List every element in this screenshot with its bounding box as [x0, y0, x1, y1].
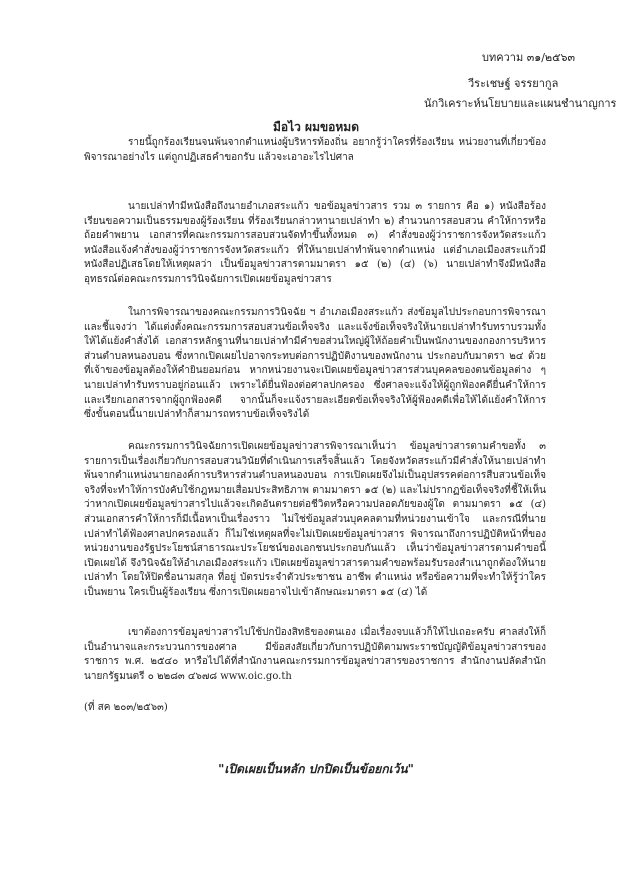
- paragraph-conclusion: เขาต้องการข้อมูลข่าวสารไปใช้ปกป้องสิทธิของตนเอง เมื่อเรื่องจบแล้วก็ให้ไปเถอะครับ ศาลส่งให้ก็เป็นอำนาจและกระบวนการของศาล มีข้อสงสัยเกี่ยวกับการปฏิบัติตามพระราชบัญญัติข้อมูลข่าวสารของราชการ พ.ศ. ๒๕๔๐ หารือไปได้ที่สำนักงานคณะกรรมการข้อมูลข่าวสารของราชการ สำนักงานปลัดสำนักนายกรัฐมนตรี ๐ ๒๒๘๓ ๔๖๗๘ www.oic.go.th: [84, 627, 546, 682]
- slogan: "เปิดเผยเป็นหลัก ปกปิดเป็นข้อยกเว้น": [218, 762, 414, 776]
- paragraph-intro: รายนี้ถูกร้องเรียนจนพ้นจากตำแหน่งผู้บริหารท้องถิ่น อยากรู้ว่าใครที่ร้องเรียน หน่วยงานที่เกี่ยวข้องพิจารณาอย่างไร แต่ถูกปฏิเสธคำขอกรับ แล้วจะเอาอะไรไปศาล: [84, 137, 546, 163]
- author-name: วีระเชษฐ์ จรรยากูล: [468, 77, 559, 90]
- article-number: บทความ ๓๑/๒๕๖๓: [482, 51, 575, 64]
- reference-number: (ที่ สค ๒๐๓/๒๕๖๓): [84, 702, 168, 713]
- document-title: มือไว ผมขอหมด: [272, 120, 360, 134]
- paragraph-request: นายเปล่าทำมีหนังสือถึงนายอำเภอสระแก้ว ขอข้อมูลข่าวสาร รวม ๓ รายการ คือ ๑) หนังสือร้องเรียนขอความเป็นธรรมของผู้ร้องเรียน ที่ร้องเรียนกล่าวหานายเปล่าทำ ๒) สำนวนการสอบสวน คำให้การหรือถ้อยคำพยาน เอกสารที่คณะกรรมการสอบสวนจัดทำขึ้นทั้งหมด ๓) คำสั่งของผู้ว่าราชการจังหวัดสระแก้วหนังสือแจ้งคำสั่งของผู้ว่าราชการจังหวัดสระแก้ว ที่ให้นายเปล่าทำพ้นจากตำแหน่ง แต่อำเภอเมืองสระแก้วมีหนังสือปฏิเสธโดยให้เหตุผลว่า เป็นข้อมูลข่าวสารตามมาตรา ๑๕ (๒) (๔) (๖) นายเปล่าทำจึงมีหนังสืออุทธรณ์ต่อคณะกรรมการวินิจฉัยการเปิดเผยข้อมูลข่าวสาร: [84, 201, 546, 285]
- paragraph-ruling: คณะกรรมการวินิจฉัยการเปิดเผยข้อมูลข่าวสารพิจารณาเห็นว่า ข้อมูลข่าวสารตามคำขอทั้ง ๓ รายการเป็นเรื่องเกี่ยวกับการสอบสวนวินัยที่ดำเนินการเสร็จสิ้นแล้ว โดยจังหวัดสระแก้วมีคำสั่งให้นายเปล่าทำพ้นจากตำแหน่งนายกองค์การบริหารส่วนตำบลหนองบอน การเปิดเผยจึงไม่เป็นอุปสรรคต่อการสืบสวนข้อเท็จจริงที่จะทำให้การบังคับใช้กฎหมายเสื่อมประสิทธิภาพ ตามมาตรา ๑๕ (๒) และไม่ปรากฏข้อเท็จจริงที่ชี้ให้เห็นว่าหากเปิดเผยข้อมูลข่าวสารไปแล้วจะเกิดอันตรายต่อชีวิตหรือความปลอดภัยของผู้ใด ตามมาตรา ๑๕ (๔) ส่วนเอกสารคำให้การก็มีเนื้อหาเป็นเรื่องราว ไม่ใช่ข้อมูลส่วนบุคคลตามที่หน่วยงานเข้าใจ และกรณีที่นายเปล่าทำได้ฟ้องศาลปกครองแล้ว ก็ไม่ใช่เหตุผลที่จะไม่เปิดเผยข้อมูลข่าวสาร พิจารณาถึงการปฏิบัติหน้าที่ของหน่วยงานของรัฐประโยชน์สาธารณะประโยชน์ของเอกชนประกอบกันแล้ว เห็นว่าข้อมูลข่าวสารตามคำขอนี้เปิดเผยได้ จึงวินิจฉัยให้อำเภอเมืองสระแก้ว เปิดเผยข้อมูลข่าวสารตามคำขอพร้อมรับรองสำเนาถูกต้องให้นายเปล่าทำ โดยให้ปิดชื่อนามสกุล ที่อยู่ บัตรประจำตัวประชาชน อาชีพ ตำแหน่ง หรือข้อความที่จะทำให้รู้ว่าใครเป็นพยาน ใครเป็นผู้ร้องเรียน ซึ่งการเปิดเผยอาจไปเข้าลักษณะมาตรา ๑๕ (๔) ได้: [84, 441, 546, 598]
- author-position: นักวิเคราะห์นโยบายและแผนชำนาญการ: [424, 97, 617, 110]
- paragraph-agency-response: ในการพิจารณาของคณะกรรมการวินิจฉัย ฯ อำเภอเมืองสระแก้ว ส่งข้อมูลไปประกอบการพิจารณาและชี้แจงว่า ได้แต่งตั้งคณะกรรมการสอบสวนข้อเท็จจริง และแจ้งข้อเท็จจริงให้นายเปล่าทำรับทราบรวมทั้งให้ได้แย้งคำสั่งได้ เอกสารหลักฐานที่นายเปล่าทำมีคำขอส่วนใหญ่ผู้ให้ถ้อยคำเป็นพนักงานของกองการบริหารส่วนตำบลหนองบอน ซึ่งหากเปิดเผยไปอาจกระทบต่อการปฏิบัติงานของพนักงาน ประกอบกับมาตรา ๒๔ ด้วย ที่เจ้าของข้อมูลต้องให้คำยินยอมก่อน หากหน่วยงานจะเปิดเผยข้อมูลข่าวสารส่วนบุคคลของตนข้อมูลต่าง ๆ นายเปล่าทำรับทราบอยู่ก่อนแล้ว เพราะได้ยื่นฟ้องต่อศาลปกครอง ซึ่งศาลจะแจ้งให้ผู้ถูกฟ้องคดียื่นคำให้การและเรียกเอกสารจากผู้ถูกฟ้องคดี จากนั้นก็จะแจ้งรายละเอียดข้อเท็จจริงให้ผู้ฟ้องคดีเพื่อให้ได้แย้งคำให้การ ซึ่งขั้นตอนนี้นายเปล่าทำก็สามารถทราบข้อเท็จจริงได้: [84, 307, 546, 421]
